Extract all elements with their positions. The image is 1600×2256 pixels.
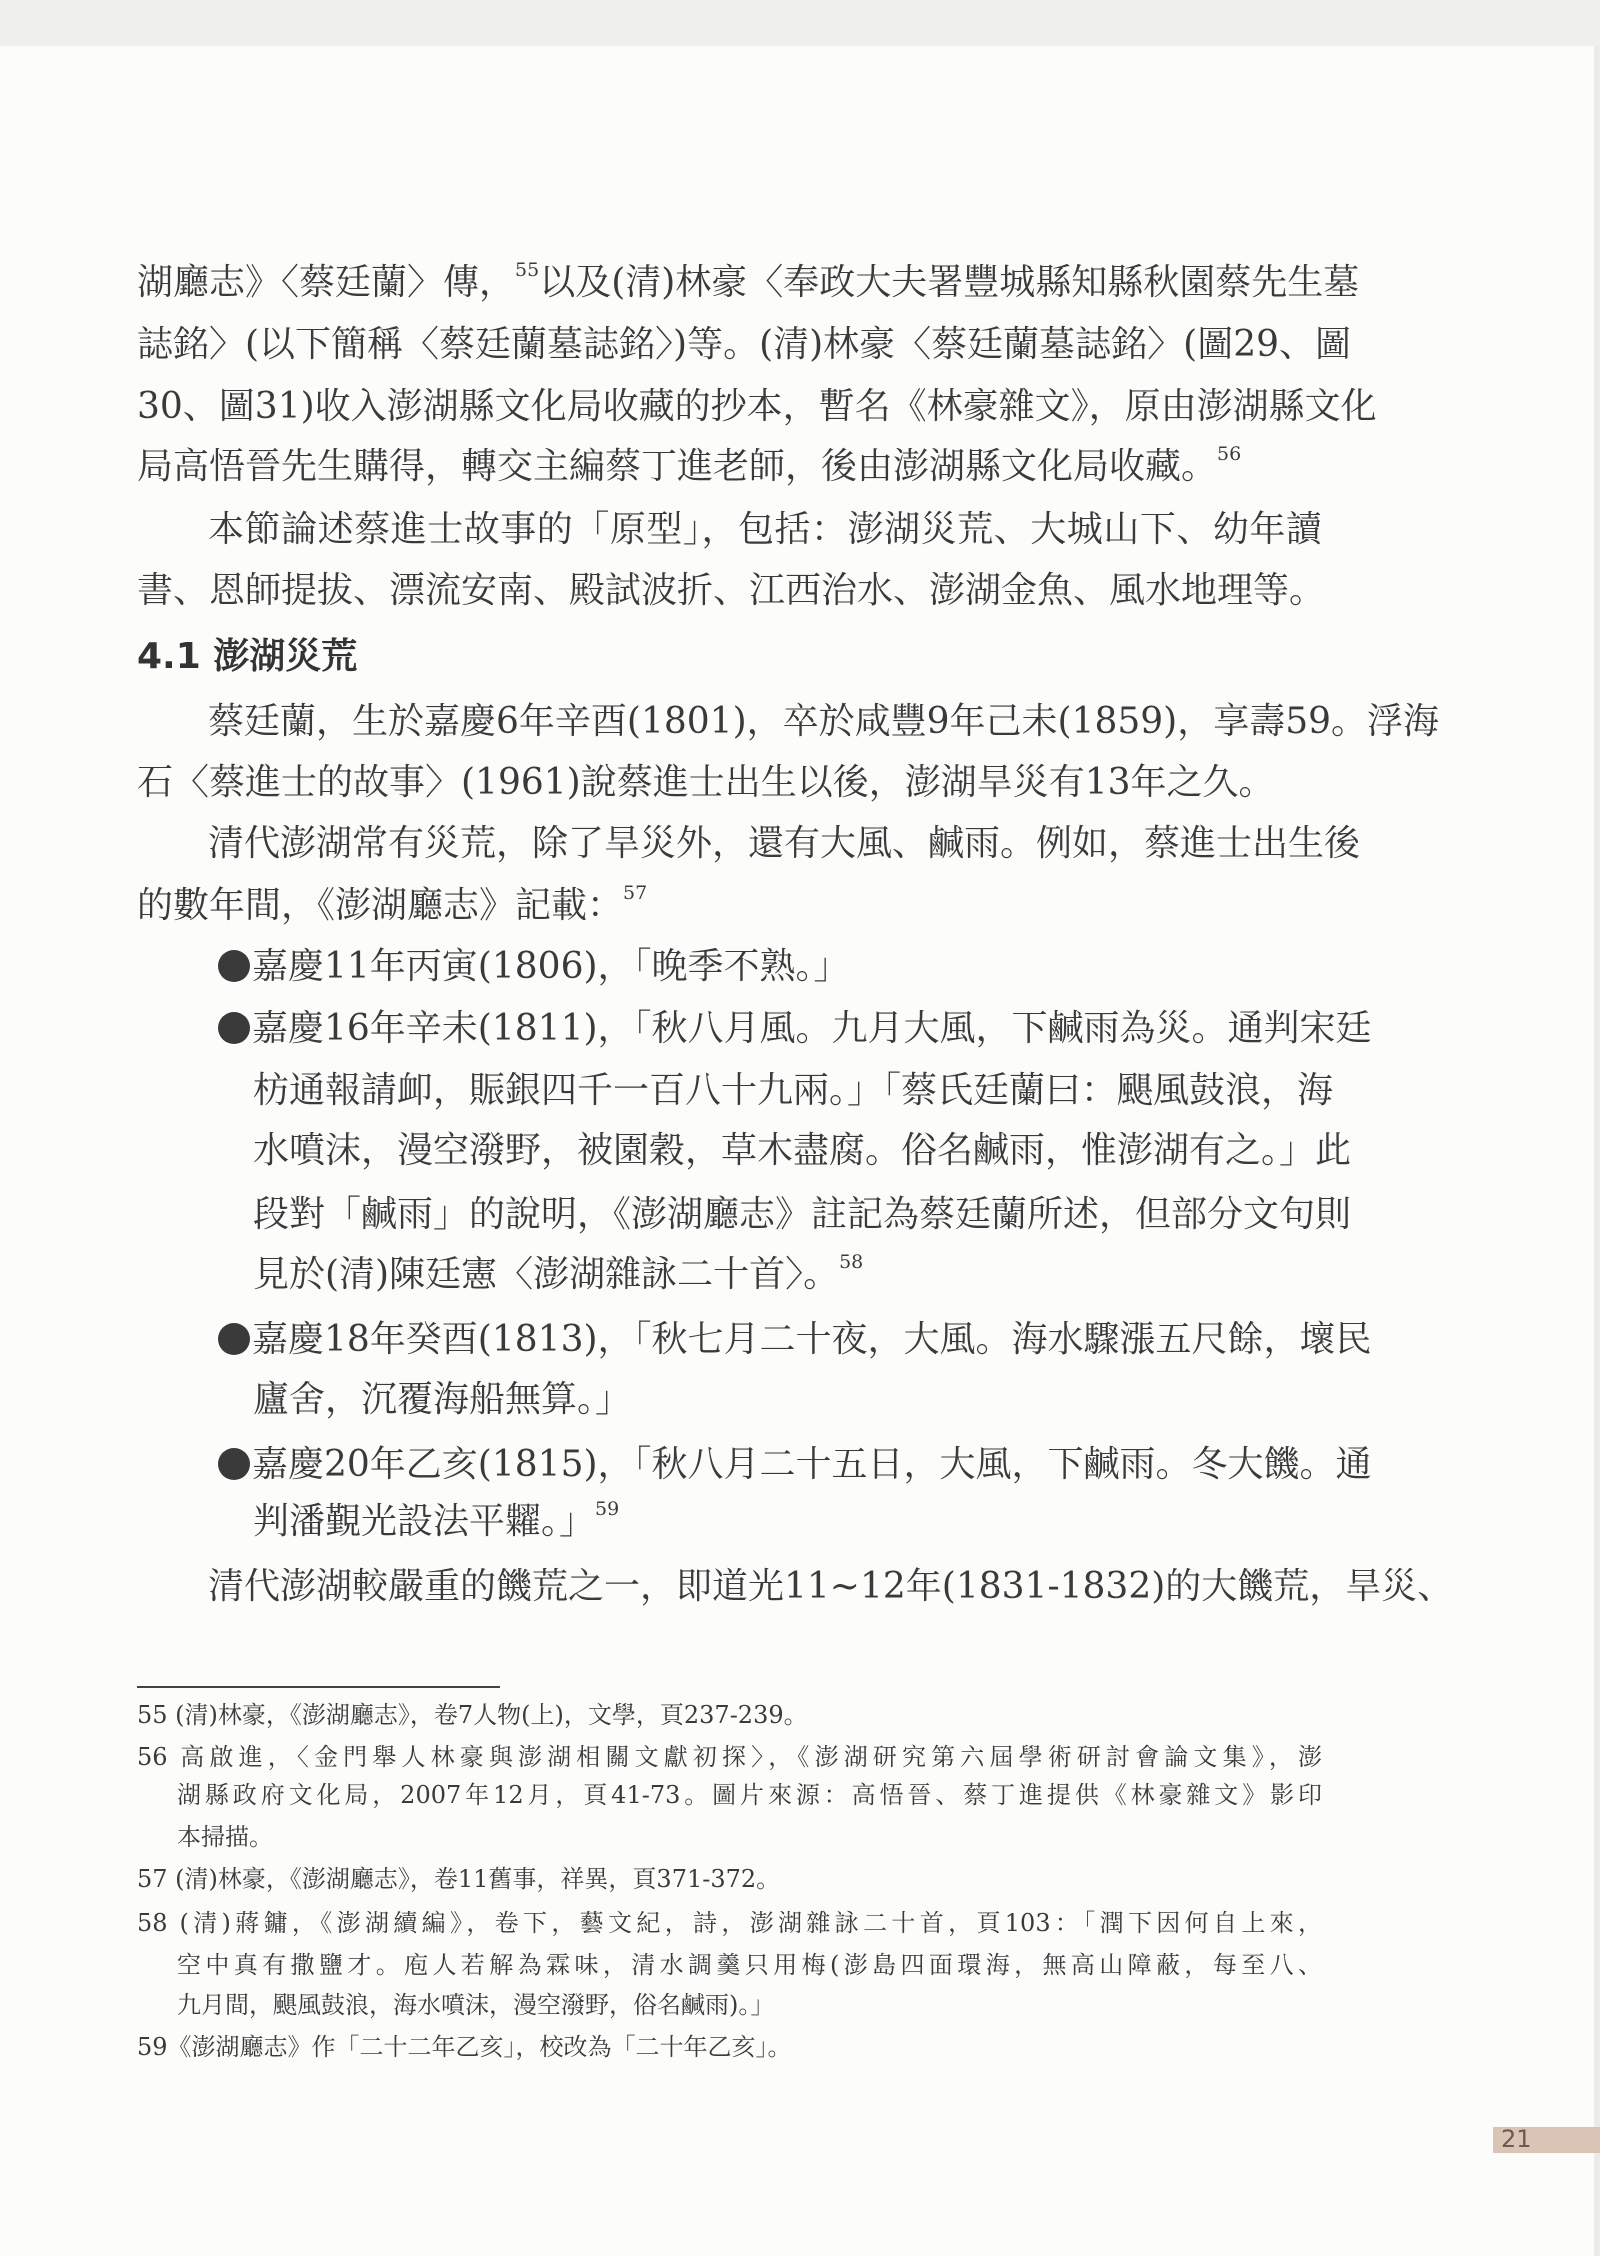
line-text: 石〈蔡進士的故事〉(1961)說蔡進士出生以後，澎湖旱災有13年之久。 bbox=[137, 762, 1275, 803]
footnote-ref: 55 bbox=[515, 259, 540, 281]
body-line bbox=[253, 1129, 1352, 1173]
line-text: 清代澎湖較嚴重的饑荒之一，即道光11~12年(1831-1832)的大饑荒，旱災、 bbox=[208, 1566, 1454, 1607]
line-text: 枋通報請卹，賑銀四千一百八十九兩。」「蔡氏廷蘭曰：颶風鼓浪，海 bbox=[253, 1070, 1334, 1111]
body-line bbox=[137, 385, 1377, 429]
line-text: 嘉慶11年丙寅(1806)，「晚季不熟。」 bbox=[252, 946, 850, 987]
line-text: 書、恩師提拔、漂流安南、殿試波折、江西治水、澎湖金魚、風水地理等。 bbox=[137, 570, 1326, 611]
bullet-item-line bbox=[218, 1318, 1372, 1362]
bullet-icon bbox=[218, 1323, 250, 1355]
body-line bbox=[137, 259, 1360, 305]
body-line bbox=[208, 822, 1361, 866]
body-line bbox=[137, 569, 1326, 613]
footnote-ref: 59 bbox=[595, 1498, 620, 1520]
line-text: 局高悟晉先生購得，轉交主編蔡丁進老師，後由澎湖縣文化局收藏。 bbox=[137, 446, 1218, 487]
footnote-line: 56 高啟進，〈金門舉人林豪與澎湖相關文獻初探〉，《澎湖研究第六屆學術研討會論文集》，澎 bbox=[137, 1743, 1322, 1771]
body-line bbox=[208, 508, 1322, 552]
section-heading bbox=[137, 635, 1322, 679]
bullet-item-line bbox=[218, 945, 1322, 989]
line-text: 蔡廷蘭，生於嘉慶6年辛酉(1801)，卒於咸豐9年己未(1859)，享壽59。浮海 bbox=[208, 701, 1440, 742]
line-text: 水噴沫，漫空潑野，被園穀，草木盡腐。俗名鹹雨，惟澎湖有之。」此 bbox=[253, 1130, 1352, 1171]
footnote-line: 58 (清)蔣鏞，《澎湖續編》，卷下，藝文紀，詩，澎湖雜詠二十首，頁103：「潤下因何自上來， bbox=[137, 1909, 1322, 1937]
page-number: 21 bbox=[1501, 2125, 1532, 2153]
scan-right-edge bbox=[1594, 46, 1600, 2256]
line-text: 嘉慶20年乙亥(1815)，「秋八月二十五日，大風，下鹹雨。冬大饑。通 bbox=[252, 1444, 1372, 1485]
line-text: 嘉慶16年辛未(1811)，「秋八月風。九月大風，下鹹雨為災。通判宋廷 bbox=[252, 1008, 1372, 1049]
footnote-line: 九月間，颶風鼓浪，海水噴沫，漫空潑野，俗名鹹雨)。」 bbox=[177, 1991, 775, 2019]
line-text: 清代澎湖常有災荒，除了旱災外，還有大風、鹹雨。例如，蔡進士出生後 bbox=[208, 823, 1361, 864]
line-text: 段對「鹹雨」的說明，《澎湖廳志》註記為蔡廷蘭所述，但部分文句則 bbox=[253, 1194, 1352, 1235]
footnote-ref: 58 bbox=[839, 1251, 864, 1273]
footnote-line: 55 (清)林豪，《澎湖廳志》，卷7人物(上)，文學，頁237-239。 bbox=[137, 1701, 808, 1729]
footnote-rule bbox=[137, 1686, 500, 1688]
line-text: 4.1 澎湖災荒 bbox=[137, 636, 358, 677]
footnote-ref: 56 bbox=[1217, 443, 1242, 465]
bullet-icon bbox=[218, 1012, 250, 1044]
line-text: 湖廳志》〈蔡廷蘭〉傳， bbox=[137, 262, 516, 303]
body-line bbox=[253, 1193, 1352, 1237]
body-line bbox=[253, 1500, 1322, 1544]
footnote-line: 57 (清)林豪，《澎湖廳志》，卷11舊事，祥異，頁371-372。 bbox=[137, 1865, 781, 1893]
footnote-ref: 57 bbox=[623, 882, 648, 904]
body-line bbox=[208, 1565, 1454, 1609]
footnote-line: 湖縣政府文化局，2007年12月，頁41-73。圖片來源：高悟晉、蔡丁進提供《林豪雜文》影印 bbox=[177, 1781, 1322, 1809]
bullet-item-line bbox=[218, 1443, 1372, 1487]
line-text: 誌銘〉(以下簡稱〈蔡廷蘭墓誌銘〉)等。(清)林豪〈蔡廷蘭墓誌銘〉(圖29、圖 bbox=[137, 324, 1352, 365]
line-text: 廬舍，沉覆海船無算。」 bbox=[253, 1379, 632, 1420]
footnote-line: 本掃描。 bbox=[177, 1823, 273, 1851]
line-text: 本節論述蔡進士故事的「原型」，包括：澎湖災荒、大城山下、幼年讀 bbox=[208, 509, 1322, 550]
body-line bbox=[137, 445, 1322, 489]
line-text: 30、圖31)收入澎湖縣文化局收藏的抄本，暫名《林豪雜文》，原由澎湖縣文化 bbox=[137, 386, 1377, 427]
line-text: 的數年間，《澎湖廳志》記載： bbox=[137, 885, 624, 926]
scan-top-band bbox=[0, 0, 1600, 46]
body-line bbox=[253, 1253, 1322, 1297]
line-text: 判潘覲光設法平糶。」 bbox=[253, 1501, 596, 1542]
bullet-item-line bbox=[218, 1007, 1372, 1051]
page-number-tab bbox=[1493, 2127, 1600, 2153]
line-text: 以及(清)林豪〈奉政大夫署豐城縣知縣秋園蔡先生墓 bbox=[539, 262, 1360, 303]
footnote-line: 空中真有撒鹽才。庖人若解為霖味，清水調羹只用梅(澎島四面環海，無高山障蔽，每至八、 bbox=[177, 1951, 1322, 1979]
line-text: 見於(清)陳廷憲〈澎湖雜詠二十首〉。 bbox=[253, 1254, 840, 1295]
body-line bbox=[208, 700, 1440, 744]
bullet-icon bbox=[218, 1448, 250, 1480]
body-line bbox=[253, 1378, 1322, 1422]
body-line bbox=[137, 761, 1322, 805]
footnote-line: 59《澎湖廳志》作「二十二年乙亥」，校改為「二十年乙亥」。 bbox=[137, 2033, 792, 2061]
line-text: 嘉慶18年癸酉(1813)，「秋七月二十夜，大風。海水驟漲五尺餘，壞民 bbox=[252, 1319, 1372, 1360]
bullet-icon bbox=[218, 950, 250, 982]
body-line bbox=[137, 323, 1352, 367]
body-line bbox=[253, 1069, 1334, 1113]
body-line bbox=[137, 884, 1322, 928]
